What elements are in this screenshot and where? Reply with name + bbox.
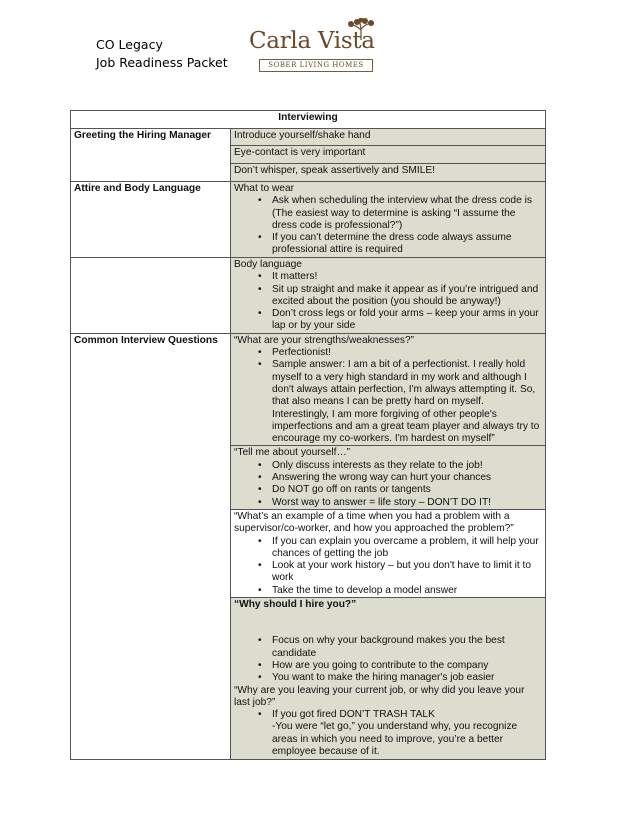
list-item: • Do NOT go off on rants or tangents [272, 484, 542, 496]
what-to-wear-cell [231, 182, 546, 258]
document-header [96, 36, 228, 72]
problem-example-cell [231, 509, 546, 597]
greeting-label: Greeting the Hiring Manager [71, 129, 231, 182]
tell-me-question: “Tell me about yourself…” [234, 447, 351, 459]
tell-me-cell [231, 446, 546, 509]
list-item: • If you can’t determine the dress code always assume professional attire is required [272, 232, 542, 257]
what-to-wear-heading: What to wear [234, 183, 295, 194]
attire-label-continued [71, 258, 231, 334]
list-item: • It matters! [272, 271, 542, 283]
header-line-2: Job Readiness Packet [96, 55, 228, 70]
list-item: • Only discuss interests as they relate to the job! [272, 460, 542, 472]
list-item: • Answering the wrong way can hurt your chances [272, 472, 542, 484]
list-item: • Don’t cross legs or fold your arms – keep your arms in your lap or by your side [272, 308, 542, 333]
why-leaving-sub-answer: -You were “let go,” you understand why, you recognize areas in which you need to improve, you’re a better employee because of it. [272, 721, 518, 757]
body-language-cell [231, 258, 546, 334]
attire-label: Attire and Body Language [71, 182, 231, 258]
logo-tagline: SOBER LIVING HOMES [259, 59, 373, 72]
problem-example-question: “What’s an example of a time when you had a problem with a supervisor/co-worker, and how you approached the problem?” [234, 510, 514, 535]
greeting-row-3: Don’t whisper, speak assertively and SMILE! [231, 164, 546, 182]
header-line-1: CO Legacy [96, 37, 163, 52]
list-item: • You want to make the hiring manager's job easier [272, 672, 542, 684]
list-item: • How are you going to contribute to the company [272, 660, 542, 672]
list-item: • If you can explain you overcame a problem, it will help your chances of getting the job [272, 536, 542, 561]
why-leaving-question: “Why are you leaving your current job, or why did you leave your last job?” [234, 684, 525, 708]
list-item: • Take the time to develop a model answer [272, 585, 542, 597]
body-language-heading: Body language [234, 259, 302, 270]
carla-vista-logo [245, 18, 385, 74]
list-item: • Perfectionist! [272, 347, 542, 359]
tree-icon [341, 18, 381, 40]
list-item: • Focus on why your background makes you the best candidate [272, 635, 542, 660]
why-hire-question: “Why should I hire you?” [234, 599, 357, 611]
strengths-question: “What are your strengths/weaknesses?” [234, 334, 415, 346]
logo-name: Carla Vista [249, 28, 375, 54]
list-item: • Look at your work history – but you don't have to limit it to work [272, 560, 542, 585]
list-item: • If you got fired DON’T TRASH TALK [272, 709, 542, 721]
list-item: • Ask when scheduling the interview what the dress code is (The easiest way to determine is asking “I assume the dress code is professional?”) [272, 195, 542, 232]
questions-label: Common Interview Questions [71, 333, 231, 759]
greeting-row-1: Introduce yourself/shake hand [231, 129, 546, 146]
list-item: • Worst way to answer = life story – DON’T DO IT! [272, 497, 542, 509]
list-item: • Sit up straight and make it appear as if you’re intrigued and excited about the position (you should be anyway!) [272, 284, 542, 309]
list-item: • Sample answer: I am a bit of a perfectionist. I really hold myself to a very high standard in my work and although I don't always attain perfection, I'm always attempting it. So, that also means I can be pretty hard on myself. Interestingly, I am more forgiving of other people's imperfections and am a great team player and always try to encourage my co-workers. I'm hardest on myself” [272, 359, 542, 445]
why-hire-cell [231, 598, 546, 760]
greeting-row-2: Eye-contact is very important [231, 146, 546, 164]
strengths-cell [231, 333, 546, 446]
interviewing-table [70, 110, 546, 760]
table-title: Interviewing [71, 111, 546, 129]
